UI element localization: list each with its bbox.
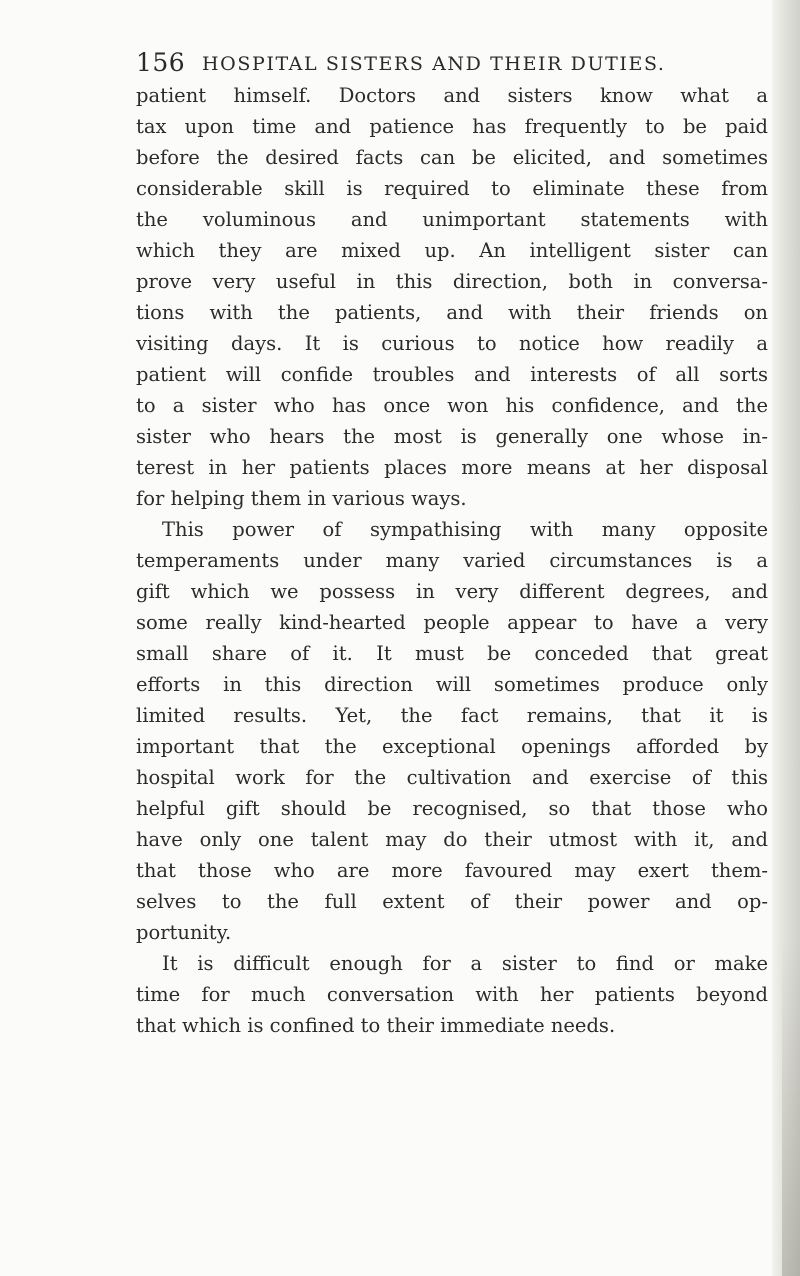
text-line: helpful gift should be recognised, so that those who [136,797,768,820]
text-line: hospital work for the cultivation and exercise of this [136,766,768,789]
text-line: This power of sympathising with many opposite [162,518,768,541]
text-line: which they are mixed up. An intelligent sister can [136,239,768,262]
text-line: sister who hears the most is generally one whose in- [136,425,768,448]
text-line: visiting days. It is curious to notice how readily a [136,332,768,355]
text-line: temperaments under many varied circumstances is a [136,549,768,572]
text-line: important that the exceptional openings afforded by [136,735,768,758]
page-edge-shadow [772,0,800,1276]
text-line: limited results. Yet, the fact remains, that it is [136,704,768,727]
text-line: It is difficult enough for a sister to find or make [162,952,768,975]
text-line: that which is confined to their immediate needs. [136,1014,616,1037]
text-line: gift which we possess in very different degrees, and [136,580,768,603]
body-text [136,80,768,1041]
text-line: patient himself. Doctors and sisters know what a [136,84,768,107]
text-line: that those who are more favoured may exert them- [136,859,768,882]
text-line: terest in her patients places more means at her disposal [136,456,768,479]
text-line: for helping them in various ways. [136,487,467,510]
text-line: prove very useful in this direction, both in conversa- [136,270,768,293]
text-line: patient will confide troubles and interests of all sorts [136,363,768,386]
text-line: tions with the patients, and with their friends on [136,301,768,324]
text-line: tax upon time and patience has frequently to be paid [136,115,768,138]
text-line: efforts in this direction will sometimes produce only [136,673,768,696]
text-line: time for much conversation with her patients beyond [136,983,768,1006]
text-line: to a sister who has once won his confidence, and the [136,394,768,417]
text-line: portunity. [136,921,232,944]
page-number: 156 [136,48,186,77]
text-line: selves to the full extent of their power and op- [136,890,768,913]
text-line: small share of it. It must be conceded that great [136,642,768,665]
text-line: some really kind-hearted people appear to have a very [136,611,768,634]
text-line: before the desired facts can be elicited, and sometimes [136,146,768,169]
running-head: HOSPITAL SISTERS AND THEIR DUTIES. [202,53,666,75]
text-line: have only one talent may do their utmost with it, and [136,828,768,851]
text-line: considerable skill is required to eliminate these from [136,177,768,200]
text-line: the voluminous and unimportant statements with [136,208,768,231]
